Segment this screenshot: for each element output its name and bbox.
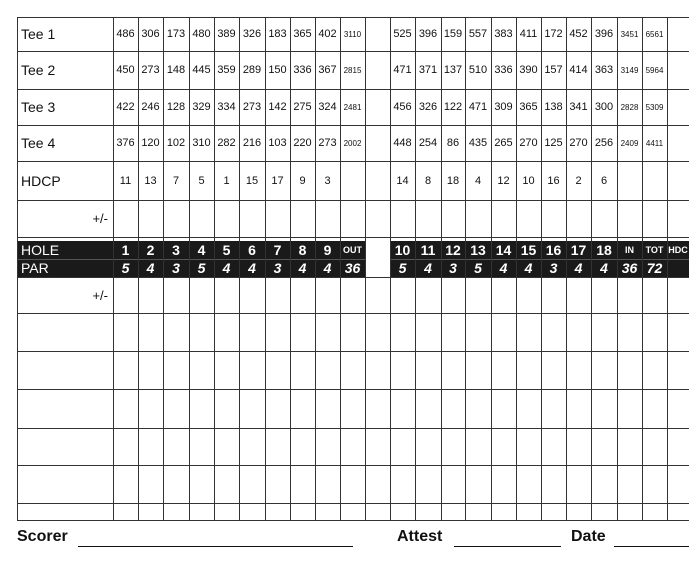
hdcp-cell: 10 — [522, 174, 535, 187]
tee-yardage-cell: 329 — [192, 101, 211, 113]
tee-yardage-cell: 120 — [141, 137, 160, 149]
hdcp-cell: 9 — [299, 174, 306, 187]
hdcp-cell: 14 — [396, 174, 409, 187]
tee-yardage-cell: 341 — [569, 101, 588, 113]
grid-row-line — [17, 313, 689, 314]
grid-column-line — [17, 17, 18, 520]
hdcp-cell: 6 — [600, 174, 608, 187]
hole-number-cell: OUT — [343, 245, 362, 255]
hdcp-cell: 3 — [324, 174, 331, 187]
tee-yardage-cell: 376 — [116, 137, 135, 149]
hdcp-cell: 5 — [198, 174, 205, 187]
tee-yardage-cell: 2815 — [343, 65, 362, 75]
par-cell: 4 — [600, 260, 608, 276]
grid-row-line — [17, 428, 689, 429]
tee-yardage-cell: 273 — [318, 137, 337, 149]
plus-minus-label: +/- — [92, 287, 108, 303]
tee-yardage-cell: 471 — [468, 101, 488, 113]
hole-number-cell: 1 — [121, 242, 130, 258]
par-cell: 3 — [273, 260, 282, 276]
tee-yardage-cell: 390 — [519, 64, 538, 76]
par-cell: 5 — [197, 260, 206, 276]
hole-label: HOLE — [21, 242, 60, 258]
grid-row-line — [17, 503, 689, 504]
tee-yardage-cell: 445 — [192, 64, 211, 76]
tee-yardage-cell: 471 — [393, 64, 412, 76]
hdcp-cell: 8 — [424, 174, 432, 187]
tee-yardage-cell: 159 — [443, 28, 463, 40]
tee-yardage-cell: 324 — [318, 101, 337, 113]
tee-yardage-cell: 128 — [166, 101, 186, 113]
tee-yardage-cell: 300 — [594, 101, 614, 113]
hdcp-cell: 18 — [446, 174, 460, 187]
tee-yardage-cell: 282 — [217, 137, 236, 149]
plus-minus-label: +/- — [92, 211, 108, 226]
tee-yardage-cell: 383 — [494, 28, 513, 40]
hole-number-cell: 13 — [470, 242, 486, 258]
par-cell: 3 — [449, 260, 457, 276]
tee-yardage-cell: 456 — [393, 101, 412, 113]
scorer-signature-line[interactable] — [78, 546, 353, 547]
hole-number-cell: 12 — [445, 242, 461, 258]
tee-2-label: Tee 2 — [21, 62, 56, 78]
tee-yardage-cell: 86 — [446, 137, 460, 149]
tee-yardage-cell: 336 — [293, 64, 312, 76]
tee-yardage-cell: 371 — [418, 64, 438, 76]
tee-yardage-cell: 396 — [594, 28, 614, 40]
tee-yardage-cell: 173 — [166, 28, 186, 40]
tee-yardage-cell: 273 — [141, 64, 160, 76]
tee-yardage-cell: 411 — [519, 28, 538, 40]
tee-yardage-cell: 363 — [594, 64, 614, 76]
par-cell: 4 — [323, 260, 332, 276]
tee-yardage-cell: 365 — [519, 101, 538, 113]
hole-number-cell: 17 — [570, 242, 587, 258]
hole-number-cell: 5 — [222, 242, 231, 258]
tee-4-label: Tee 4 — [21, 135, 56, 151]
tee-yardage-cell: 452 — [569, 28, 588, 40]
tee-yardage-cell: 336 — [494, 64, 513, 76]
tee-yardage-cell: 334 — [217, 101, 236, 113]
tee-yardage-cell: 3110 — [343, 29, 362, 39]
hole-number-cell: 16 — [545, 242, 562, 258]
tee-yardage-cell: 172 — [544, 28, 563, 40]
tee-yardage-cell: 510 — [468, 64, 488, 76]
tee-yardage-cell: 389 — [217, 28, 236, 40]
hdcp-cell: 15 — [245, 174, 259, 187]
hdcp-cell: 4 — [474, 174, 482, 187]
hdcp-cell: 7 — [172, 174, 180, 187]
tee-yardage-cell: 309 — [494, 101, 513, 113]
tee-yardage-cell: 125 — [544, 137, 563, 149]
tee-yardage-cell: 450 — [116, 64, 135, 76]
hole-number-cell: 6 — [248, 242, 256, 258]
par-cell: 5 — [474, 260, 482, 276]
par-cell: 72 — [646, 260, 663, 276]
par-cell: 4 — [222, 260, 231, 276]
grid-row-line — [17, 277, 689, 278]
tee-yardage-cell: 306 — [141, 28, 160, 40]
tee-yardage-cell: 480 — [192, 28, 211, 40]
hole-number-cell: 15 — [520, 242, 537, 258]
hdcp-cell: 12 — [497, 174, 510, 187]
par-cell: 4 — [424, 260, 432, 276]
tee-yardage-cell: 367 — [318, 64, 337, 76]
tee-yardage-cell: 5964 — [645, 65, 664, 75]
attest-signature-line[interactable] — [454, 546, 561, 547]
tee-yardage-cell: 326 — [242, 28, 262, 40]
hole-number-cell: TOT — [645, 245, 664, 255]
tee-yardage-cell: 270 — [519, 137, 538, 149]
tee-yardage-cell: 486 — [116, 28, 135, 40]
par-cell: 4 — [146, 260, 155, 276]
tee-yardage-cell: 157 — [544, 64, 563, 76]
tee-yardage-cell: 5309 — [645, 102, 664, 112]
par-cell: 36 — [344, 260, 361, 276]
tee-yardage-cell: 148 — [166, 64, 186, 76]
hole-number-cell: 10 — [394, 242, 411, 258]
date-label: Date — [571, 528, 606, 545]
par-cell: 4 — [248, 260, 256, 276]
par-cell: 36 — [621, 260, 638, 276]
date-line[interactable] — [614, 546, 689, 547]
tee-yardage-cell: 2002 — [343, 138, 362, 148]
par-cell: 3 — [172, 260, 180, 276]
tee-yardage-cell: 246 — [141, 101, 160, 113]
grid-row-line — [17, 465, 689, 466]
par-cell: 4 — [499, 260, 508, 276]
grid-row-line — [17, 351, 689, 352]
tee-yardage-cell: 150 — [268, 64, 287, 76]
hdcp-cell: 13 — [144, 174, 157, 187]
tee-yardage-cell: 273 — [242, 101, 262, 113]
tee-yardage-cell: 254 — [418, 137, 438, 149]
grid-row-line — [17, 237, 689, 238]
tee-yardage-cell: 183 — [268, 28, 287, 40]
hole-number-cell: 3 — [172, 242, 180, 258]
tee-yardage-cell: 265 — [494, 137, 513, 149]
tee-yardage-cell: 216 — [242, 137, 262, 149]
tee-yardage-cell: 102 — [166, 137, 186, 149]
hole-number-cell: HDC — [668, 245, 688, 255]
tee-yardage-cell: 525 — [393, 28, 412, 40]
tee-yardage-cell: 396 — [418, 28, 438, 40]
grid-row-line — [17, 389, 689, 390]
par-cell: 4 — [298, 260, 307, 276]
tee-1-label: Tee 1 — [21, 26, 56, 42]
hdcp-cell: 11 — [119, 174, 132, 187]
scorer-label: Scorer — [17, 528, 68, 545]
tee-yardage-cell: 2481 — [343, 102, 362, 112]
tee-yardage-cell: 3451 — [620, 29, 639, 39]
tee-yardage-cell: 137 — [443, 64, 463, 76]
tee-yardage-cell: 414 — [569, 64, 588, 76]
hole-number-cell: 7 — [273, 242, 282, 258]
par-cell: 4 — [524, 260, 533, 276]
tee-yardage-cell: 557 — [468, 28, 488, 40]
par-label: PAR — [21, 260, 49, 276]
hole-number-cell: 4 — [197, 242, 206, 258]
tee-yardage-cell: 138 — [544, 101, 563, 113]
tee-yardage-cell: 365 — [293, 28, 312, 40]
hole-number-cell: 11 — [420, 242, 436, 258]
signature-footer — [0, 520, 689, 563]
hdcp-label: HDCP — [21, 172, 61, 189]
hdcp-cell: 2 — [575, 174, 582, 187]
hole-number-cell: 2 — [146, 242, 155, 258]
tee-yardage-cell: 359 — [217, 64, 236, 76]
hole-number-cell: 14 — [495, 242, 512, 258]
attest-label: Attest — [397, 528, 443, 545]
hole-number-cell: IN — [625, 245, 634, 255]
tee-yardage-cell: 142 — [268, 101, 287, 113]
hdcp-cell: 1 — [223, 174, 230, 187]
par-cell: 3 — [549, 260, 558, 276]
hdcp-cell: 16 — [547, 174, 560, 187]
tee-yardage-cell: 275 — [293, 101, 312, 113]
tee-yardage-cell: 103 — [268, 137, 287, 149]
hdcp-cell: 17 — [271, 174, 284, 187]
tee-yardage-cell: 310 — [192, 137, 211, 149]
tee-yardage-cell: 220 — [293, 137, 312, 149]
tee-yardage-cell: 4411 — [645, 138, 664, 148]
tee-yardage-cell: 422 — [116, 101, 135, 113]
grid-column-line — [365, 17, 366, 520]
scorecard — [17, 17, 689, 520]
par-cell: 5 — [121, 260, 130, 276]
tee-yardage-cell: 122 — [443, 101, 463, 113]
grid-row-line — [17, 200, 689, 201]
tee-yardage-cell: 2828 — [620, 102, 639, 112]
tee-yardage-cell: 6561 — [645, 29, 664, 39]
tee-yardage-cell: 435 — [468, 137, 488, 149]
hole-number-cell: 9 — [323, 242, 332, 258]
tee-3-label: Tee 3 — [21, 99, 56, 115]
hole-number-cell: 18 — [596, 242, 612, 258]
grid-column-line — [667, 17, 668, 520]
hole-number-cell: 8 — [298, 242, 307, 258]
par-cell: 4 — [574, 260, 583, 276]
tee-yardage-cell: 3149 — [620, 65, 639, 75]
tee-yardage-cell: 256 — [594, 137, 614, 149]
par-cell: 5 — [398, 260, 407, 276]
tee-yardage-cell: 289 — [242, 64, 262, 76]
tee-yardage-cell: 326 — [418, 101, 438, 113]
tee-yardage-cell: 2409 — [620, 138, 639, 148]
tee-yardage-cell: 270 — [569, 137, 588, 149]
tee-yardage-cell: 402 — [318, 28, 337, 40]
tee-yardage-cell: 448 — [393, 137, 412, 149]
